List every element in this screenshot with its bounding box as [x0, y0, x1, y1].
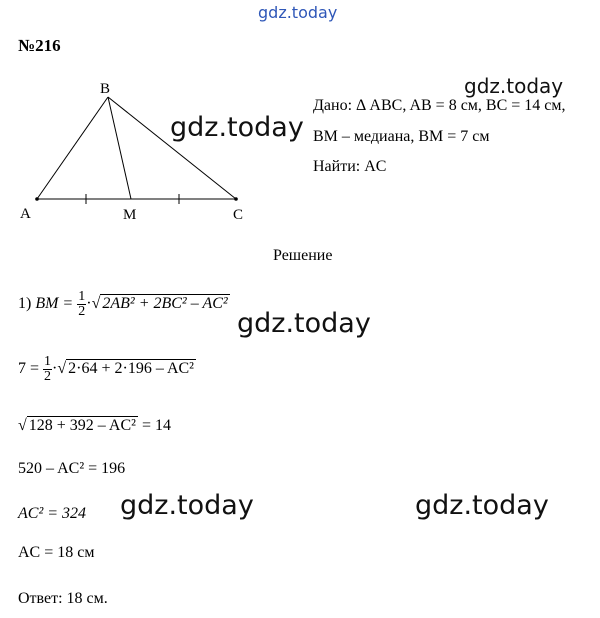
step-1: 1) BM = $\frac{1}{2}$ ·√ 2AB² + 2BC² – AC²	[18, 289, 228, 319]
solution-heading: Решение	[273, 247, 333, 264]
step-2-fraction: $\frac{1}{2}$	[44, 354, 52, 384]
watermark-top: gdz.today	[258, 3, 338, 22]
vertex-label-m: M	[123, 207, 137, 223]
given-line-1: Дано: Δ ABC, AB = 8 см, BC = 14 см,	[313, 97, 566, 114]
step-2-lhs: 7 =	[18, 360, 40, 378]
problem-number: №216	[18, 36, 61, 55]
step-3-radicand: 128 + 392 – AC²	[28, 417, 136, 434]
step-1-radicand: 2AB² + 2BC² – AC²	[102, 295, 228, 313]
watermark-given: gdz.today	[464, 74, 564, 98]
watermark-formula: gdz.today	[237, 308, 371, 339]
step-5: AC² = 324	[18, 505, 87, 522]
step-2-radicand: 2·64 + 2·196 – AC²	[68, 360, 194, 378]
step-3: √ 128 + 392 – AC² = 14	[18, 417, 171, 434]
given-line-2: BM – медиана, BM = 7 см	[313, 128, 490, 145]
step-4: 520 – AC² = 196	[18, 460, 126, 477]
watermark-diagram: gdz.today	[170, 112, 304, 143]
watermark-bottom-right: gdz.today	[415, 490, 549, 521]
vertex-label-c: C	[233, 207, 244, 223]
step-1-lhs: BM =	[35, 295, 74, 313]
step-1-prefix: 1)	[18, 295, 32, 313]
step-6: AC = 18 см	[18, 544, 95, 561]
vertex-label-b: B	[100, 81, 111, 97]
find-line: Найти: AC	[313, 158, 387, 175]
vertex-label-a: A	[20, 206, 31, 222]
triangle-figure	[10, 75, 270, 230]
answer-line: Ответ: 18 см.	[18, 590, 108, 607]
watermark-bottom-left: gdz.today	[120, 490, 254, 521]
step-3-rhs: = 14	[141, 417, 171, 434]
step-1-fraction: $\frac{1}{2}$	[78, 289, 86, 319]
step-2: 7 = $\frac{1}{2}$ ·√ 2·64 + 2·196 – AC²	[18, 354, 194, 384]
